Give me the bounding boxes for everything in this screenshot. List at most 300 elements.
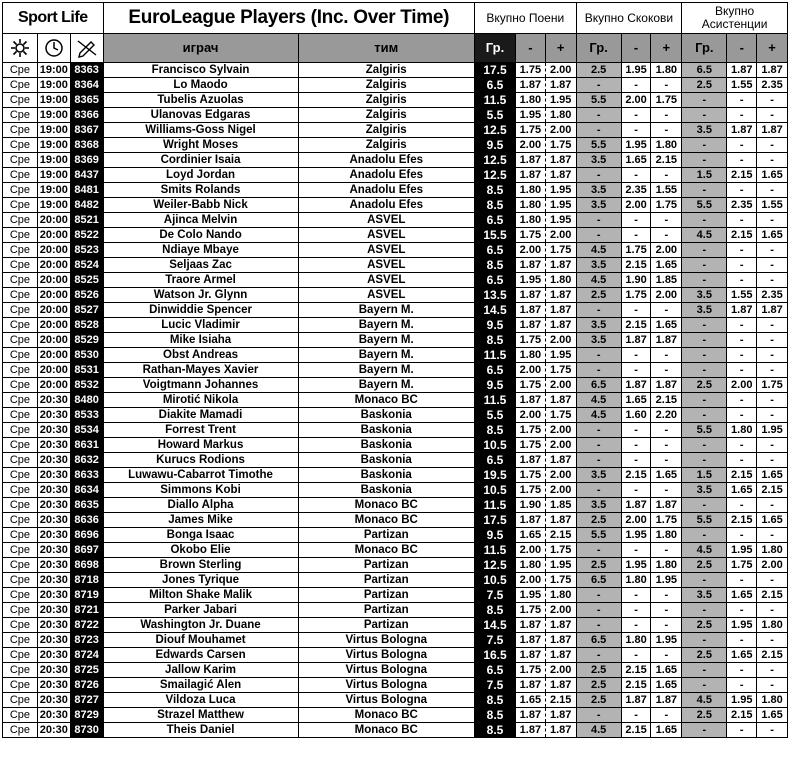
code-cell: 8719 <box>70 588 103 603</box>
points-line-cell: 7.5 <box>474 678 515 693</box>
player-cell: Wright Moses <box>103 138 298 153</box>
day-cell: Сре <box>3 453 38 468</box>
points-plus-cell: 1.87 <box>545 393 576 408</box>
code-cell: 8482 <box>70 198 103 213</box>
points-plus-cell: 1.80 <box>545 108 576 123</box>
day-cell: Сре <box>3 138 38 153</box>
assists-plus-cell: - <box>757 678 788 693</box>
points-minus-cell: 1.75 <box>516 333 546 348</box>
day-cell: Сре <box>3 213 38 228</box>
assists-minus-cell: 2.15 <box>727 168 757 183</box>
points-plus-cell: 1.95 <box>545 558 576 573</box>
points-minus-cell: 1.87 <box>516 648 546 663</box>
assists-plus-cell: 1.87 <box>757 303 788 318</box>
assists-plus-cell: - <box>757 318 788 333</box>
time-cell: 20:00 <box>37 228 70 243</box>
team-cell: Monaco BC <box>298 498 474 513</box>
assists-line-cell: - <box>682 453 727 468</box>
code-cell: 8525 <box>70 273 103 288</box>
day-cell: Сре <box>3 423 38 438</box>
rebounds-minus-cell: 1.75 <box>621 243 651 258</box>
rebounds-line-cell: 2.5 <box>576 693 621 708</box>
time-cell: 20:30 <box>37 603 70 618</box>
time-cell: 20:30 <box>37 528 70 543</box>
points-line-cell: 7.5 <box>474 633 515 648</box>
table-row <box>3 603 788 618</box>
rebounds-plus-cell: 1.87 <box>651 378 682 393</box>
team-cell: Partizan <box>298 588 474 603</box>
points-line-cell: 11.5 <box>474 348 515 363</box>
points-line-cell: 6.5 <box>474 273 515 288</box>
table-row <box>3 288 788 303</box>
points-plus-cell: 2.00 <box>545 438 576 453</box>
day-cell: Сре <box>3 723 38 738</box>
rebounds-plus-header: + <box>651 34 682 63</box>
rebounds-plus-cell: 1.65 <box>651 468 682 483</box>
player-cell: Diouf Mouhamet <box>103 633 298 648</box>
assists-line-cell: 5.5 <box>682 513 727 528</box>
day-cell: Сре <box>3 543 38 558</box>
rebounds-minus-cell: 1.87 <box>621 333 651 348</box>
time-cell: 20:00 <box>37 333 70 348</box>
rebounds-minus-header: - <box>621 34 651 63</box>
time-cell: 20:30 <box>37 543 70 558</box>
player-cell: Forrest Trent <box>103 423 298 438</box>
points-minus-cell: 1.75 <box>516 378 546 393</box>
rebounds-plus-cell: 1.87 <box>651 693 682 708</box>
assists-plus-cell: - <box>757 258 788 273</box>
rebounds-minus-cell: 2.00 <box>621 93 651 108</box>
assists-plus-cell: - <box>757 138 788 153</box>
rebounds-minus-cell: 2.15 <box>621 468 651 483</box>
rebounds-line-cell: 4.5 <box>576 243 621 258</box>
table-row <box>3 108 788 123</box>
team-cell: Baskonia <box>298 468 474 483</box>
code-cell: 8533 <box>70 408 103 423</box>
rebounds-line-cell: 5.5 <box>576 93 621 108</box>
rebounds-line-cell: - <box>576 603 621 618</box>
code-cell: 8522 <box>70 228 103 243</box>
points-line-cell: 12.5 <box>474 168 515 183</box>
assists-minus-cell: 1.55 <box>727 78 757 93</box>
team-cell: Monaco BC <box>298 723 474 738</box>
rebounds-line-cell: - <box>576 213 621 228</box>
rebounds-line-cell: 5.5 <box>576 528 621 543</box>
code-cell: 8721 <box>70 603 103 618</box>
time-cell: 19:00 <box>37 78 70 93</box>
assists-line-cell: 3.5 <box>682 588 727 603</box>
points-plus-cell: 2.00 <box>545 468 576 483</box>
player-cell: Ulanovas Edgaras <box>103 108 298 123</box>
assists-line-cell: 2.5 <box>682 78 727 93</box>
rebounds-minus-cell: - <box>621 168 651 183</box>
table-row <box>3 483 788 498</box>
day-cell: Сре <box>3 93 38 108</box>
rebounds-plus-cell: - <box>651 213 682 228</box>
assists-plus-cell: 1.87 <box>757 63 788 78</box>
assists-minus-cell: 1.87 <box>727 303 757 318</box>
player-cell: Mirotić Nikola <box>103 393 298 408</box>
points-line-cell: 6.5 <box>474 213 515 228</box>
points-plus-cell: 1.95 <box>545 198 576 213</box>
points-plus-cell: 1.95 <box>545 348 576 363</box>
code-cell: 8369 <box>70 153 103 168</box>
assists-line-cell: - <box>682 603 727 618</box>
points-plus-cell: 1.87 <box>545 303 576 318</box>
day-cell: Сре <box>3 408 38 423</box>
code-cell: 8528 <box>70 318 103 333</box>
points-line-cell: 10.5 <box>474 483 515 498</box>
player-cell: Bonga Isaac <box>103 528 298 543</box>
code-cell: 8729 <box>70 708 103 723</box>
player-cell: Howard Markus <box>103 438 298 453</box>
rebounds-line-cell: - <box>576 123 621 138</box>
time-cell: 19:00 <box>37 93 70 108</box>
points-plus-cell: 1.87 <box>545 633 576 648</box>
assists-plus-cell: 1.75 <box>757 378 788 393</box>
points-plus-cell: 2.00 <box>545 663 576 678</box>
rebounds-plus-cell: 1.75 <box>651 513 682 528</box>
team-cell: Zalgiris <box>298 93 474 108</box>
points-plus-cell: 1.75 <box>545 243 576 258</box>
points-plus-cell: 2.00 <box>545 63 576 78</box>
day-cell: Сре <box>3 528 38 543</box>
table-row <box>3 453 788 468</box>
rebounds-line-cell: - <box>576 648 621 663</box>
assists-line-cell: - <box>682 108 727 123</box>
assists-plus-cell: - <box>757 213 788 228</box>
table-row <box>3 693 788 708</box>
table-row <box>3 153 788 168</box>
points-plus-cell: 2.00 <box>545 228 576 243</box>
table-row <box>3 513 788 528</box>
points-plus-cell: 1.75 <box>545 408 576 423</box>
rebounds-minus-cell: - <box>621 228 651 243</box>
day-cell: Сре <box>3 663 38 678</box>
player-cell: Williams-Goss Nigel <box>103 123 298 138</box>
points-line-cell: 5.5 <box>474 108 515 123</box>
table-row <box>3 393 788 408</box>
assists-line-cell: - <box>682 363 727 378</box>
assists-minus-cell: - <box>727 348 757 363</box>
time-cell: 20:00 <box>37 348 70 363</box>
points-line-cell: 5.5 <box>474 408 515 423</box>
rebounds-minus-cell: 1.80 <box>621 633 651 648</box>
time-cell: 20:30 <box>37 453 70 468</box>
assists-plus-cell: 1.80 <box>757 543 788 558</box>
code-cell: 8631 <box>70 438 103 453</box>
day-cell: Сре <box>3 603 38 618</box>
points-minus-cell: 1.87 <box>516 513 546 528</box>
points-plus-cell: 1.87 <box>545 453 576 468</box>
team-cell: Zalgiris <box>298 78 474 93</box>
assists-plus-cell: 1.95 <box>757 423 788 438</box>
time-cell: 20:00 <box>37 288 70 303</box>
rebounds-line-cell: - <box>576 303 621 318</box>
player-cell: Smits Rolands <box>103 183 298 198</box>
day-cell: Сре <box>3 318 38 333</box>
table-row <box>3 168 788 183</box>
code-cell: 8698 <box>70 558 103 573</box>
points-plus-cell: 2.00 <box>545 423 576 438</box>
assists-line-cell: 3.5 <box>682 483 727 498</box>
code-cell: 8527 <box>70 303 103 318</box>
assists-plus-cell: - <box>757 333 788 348</box>
odds-table <box>2 2 788 738</box>
assists-plus-cell: 1.65 <box>757 708 788 723</box>
assists-line-cell: 3.5 <box>682 303 727 318</box>
rebounds-line-cell: - <box>576 363 621 378</box>
table-row <box>3 138 788 153</box>
team-cell: ASVEL <box>298 243 474 258</box>
team-cell: ASVEL <box>298 213 474 228</box>
assists-minus-cell: - <box>727 663 757 678</box>
assists-line-cell: - <box>682 573 727 588</box>
day-cell: Сре <box>3 258 38 273</box>
rebounds-minus-cell: - <box>621 648 651 663</box>
team-cell: Zalgiris <box>298 108 474 123</box>
player-cell: Dinwiddie Spencer <box>103 303 298 318</box>
rebounds-line-cell: - <box>576 348 621 363</box>
rebounds-minus-cell: 2.00 <box>621 198 651 213</box>
code-cell: 8523 <box>70 243 103 258</box>
assists-minus-header: - <box>727 34 757 63</box>
time-cell: 20:30 <box>37 693 70 708</box>
assists-plus-cell: - <box>757 573 788 588</box>
rebounds-minus-cell: - <box>621 603 651 618</box>
points-line-cell: 6.5 <box>474 78 515 93</box>
team-cell: ASVEL <box>298 258 474 273</box>
points-line-cell: 9.5 <box>474 378 515 393</box>
code-cell: 8724 <box>70 648 103 663</box>
rebounds-line-cell: 2.5 <box>576 558 621 573</box>
points-minus-cell: 1.75 <box>516 468 546 483</box>
points-minus-cell: 1.87 <box>516 153 546 168</box>
assists-line-header: Гр. <box>682 34 727 63</box>
assists-minus-cell: - <box>727 678 757 693</box>
day-cell: Сре <box>3 393 38 408</box>
assists-plus-cell: 1.65 <box>757 168 788 183</box>
points-line-cell: 11.5 <box>474 393 515 408</box>
points-minus-cell: 1.87 <box>516 168 546 183</box>
assists-plus-cell: 2.00 <box>757 558 788 573</box>
rebounds-line-cell: 3.5 <box>576 498 621 513</box>
points-plus-cell: 2.00 <box>545 603 576 618</box>
rebounds-plus-cell: 1.80 <box>651 138 682 153</box>
rebounds-line-cell: 4.5 <box>576 408 621 423</box>
day-cell: Сре <box>3 168 38 183</box>
time-cell: 20:30 <box>37 573 70 588</box>
team-cell: Zalgiris <box>298 138 474 153</box>
points-plus-cell: 1.87 <box>545 648 576 663</box>
day-cell: Сре <box>3 153 38 168</box>
points-minus-cell: 1.75 <box>516 123 546 138</box>
assists-minus-cell: 1.95 <box>727 618 757 633</box>
day-cell: Сре <box>3 108 38 123</box>
points-plus-cell: 1.75 <box>545 138 576 153</box>
points-line-cell: 19.5 <box>474 468 515 483</box>
team-cell: Virtus Bologna <box>298 633 474 648</box>
player-cell: Okobo Elie <box>103 543 298 558</box>
points-line-cell: 6.5 <box>474 663 515 678</box>
time-cell: 19:00 <box>37 153 70 168</box>
time-cell: 20:00 <box>37 243 70 258</box>
rebounds-plus-cell: - <box>651 78 682 93</box>
points-line-cell: 7.5 <box>474 588 515 603</box>
rebounds-line-cell: 3.5 <box>576 333 621 348</box>
time-cell: 20:00 <box>37 258 70 273</box>
assists-line-cell: - <box>682 183 727 198</box>
table-row <box>3 648 788 663</box>
points-line-cell: 15.5 <box>474 228 515 243</box>
rebounds-line-cell: 6.5 <box>576 573 621 588</box>
assists-minus-cell: - <box>727 213 757 228</box>
rebounds-plus-cell: - <box>651 603 682 618</box>
points-minus-cell: 1.75 <box>516 438 546 453</box>
time-cell: 19:00 <box>37 183 70 198</box>
assists-minus-cell: - <box>727 528 757 543</box>
assists-line-cell: 5.5 <box>682 423 727 438</box>
time-cell: 20:30 <box>37 558 70 573</box>
assists-minus-cell: 2.35 <box>727 198 757 213</box>
player-cell: Parker Jabari <box>103 603 298 618</box>
rebounds-minus-cell: 2.15 <box>621 318 651 333</box>
rebounds-line-cell: - <box>576 438 621 453</box>
player-cell: Kurucs Rodions <box>103 453 298 468</box>
assists-plus-cell: - <box>757 603 788 618</box>
rebounds-minus-cell: - <box>621 303 651 318</box>
assists-line-cell: - <box>682 213 727 228</box>
assists-minus-cell: - <box>727 243 757 258</box>
time-cell: 20:30 <box>37 438 70 453</box>
table-row <box>3 183 788 198</box>
points-minus-cell: 1.87 <box>516 678 546 693</box>
points-plus-cell: 2.00 <box>545 378 576 393</box>
team-cell: Baskonia <box>298 408 474 423</box>
points-line-cell: 8.5 <box>474 723 515 738</box>
table-row <box>3 618 788 633</box>
time-cell: 19:00 <box>37 63 70 78</box>
rebounds-line-cell: 2.5 <box>576 678 621 693</box>
assists-minus-cell: 2.15 <box>727 708 757 723</box>
assists-line-cell: 1.5 <box>682 468 727 483</box>
table-row <box>3 633 788 648</box>
points-line-cell: 14.5 <box>474 303 515 318</box>
rebounds-plus-cell: - <box>651 423 682 438</box>
rebounds-plus-cell: 1.75 <box>651 198 682 213</box>
assists-line-cell: - <box>682 153 727 168</box>
player-cell: Lo Maodo <box>103 78 298 93</box>
code-cell: 8531 <box>70 363 103 378</box>
day-cell: Сре <box>3 438 38 453</box>
brand-logo: Sport Life <box>3 3 104 34</box>
table-row <box>3 123 788 138</box>
player-cell: James Mike <box>103 513 298 528</box>
player-cell: Tubelis Azuolas <box>103 93 298 108</box>
rebounds-plus-cell: 2.00 <box>651 288 682 303</box>
points-minus-cell: 1.95 <box>516 588 546 603</box>
rebounds-line-cell: 5.5 <box>576 138 621 153</box>
assists-minus-cell: 2.15 <box>727 513 757 528</box>
rebounds-minus-cell: 1.75 <box>621 288 651 303</box>
assists-plus-cell: 2.15 <box>757 588 788 603</box>
rebounds-minus-cell: 1.87 <box>621 693 651 708</box>
time-cell: 19:00 <box>37 108 70 123</box>
assists-minus-cell: - <box>727 138 757 153</box>
points-minus-cell: 1.87 <box>516 78 546 93</box>
rebounds-minus-cell: 1.87 <box>621 378 651 393</box>
group-rebounds-header: Вкупно Скокови <box>576 3 682 34</box>
assists-plus-cell: - <box>757 528 788 543</box>
rebounds-plus-cell: - <box>651 648 682 663</box>
points-plus-cell: 1.87 <box>545 708 576 723</box>
team-cell: ASVEL <box>298 228 474 243</box>
assists-minus-cell: 1.55 <box>727 288 757 303</box>
player-cell: Watson Jr. Glynn <box>103 288 298 303</box>
points-line-cell: 17.5 <box>474 63 515 78</box>
assists-line-cell: - <box>682 723 727 738</box>
time-cell: 20:30 <box>37 648 70 663</box>
team-cell: ASVEL <box>298 288 474 303</box>
points-plus-cell: 1.95 <box>545 213 576 228</box>
rebounds-plus-cell: 2.20 <box>651 408 682 423</box>
rebounds-line-cell: 6.5 <box>576 378 621 393</box>
assists-minus-cell: - <box>727 438 757 453</box>
points-minus-header: - <box>516 34 546 63</box>
rebounds-plus-cell: - <box>651 123 682 138</box>
points-plus-cell: 1.87 <box>545 723 576 738</box>
day-cell: Сре <box>3 513 38 528</box>
team-cell: Monaco BC <box>298 543 474 558</box>
team-cell: ASVEL <box>298 273 474 288</box>
assists-minus-cell: - <box>727 363 757 378</box>
assists-minus-cell: 1.87 <box>727 63 757 78</box>
points-minus-cell: 1.87 <box>516 288 546 303</box>
points-line-cell: 8.5 <box>474 423 515 438</box>
day-cell: Сре <box>3 183 38 198</box>
code-cell: 8635 <box>70 498 103 513</box>
assists-plus-cell: 2.35 <box>757 78 788 93</box>
points-minus-cell: 1.65 <box>516 693 546 708</box>
assists-minus-cell: 1.87 <box>727 123 757 138</box>
clock-icon <box>37 34 70 63</box>
team-cell: Zalgiris <box>298 63 474 78</box>
points-minus-cell: 1.80 <box>516 183 546 198</box>
rebounds-minus-cell: 2.15 <box>621 663 651 678</box>
team-column-header: тим <box>298 34 474 63</box>
team-cell: Partizan <box>298 558 474 573</box>
assists-line-cell: - <box>682 498 727 513</box>
rebounds-minus-cell: 1.95 <box>621 528 651 543</box>
rebounds-minus-cell: 1.95 <box>621 63 651 78</box>
time-cell: 20:30 <box>37 423 70 438</box>
rebounds-minus-cell: 1.80 <box>621 573 651 588</box>
rebounds-minus-cell: - <box>621 438 651 453</box>
rebounds-minus-cell: - <box>621 348 651 363</box>
gear-icon <box>3 34 38 63</box>
assists-plus-cell: - <box>757 348 788 363</box>
assists-minus-cell: 1.65 <box>727 483 757 498</box>
rebounds-minus-cell: 1.65 <box>621 153 651 168</box>
rebounds-plus-cell: 1.75 <box>651 93 682 108</box>
rebounds-minus-cell: - <box>621 423 651 438</box>
team-cell: Monaco BC <box>298 393 474 408</box>
points-minus-cell: 1.87 <box>516 633 546 648</box>
assists-line-cell: - <box>682 243 727 258</box>
points-plus-cell: 2.15 <box>545 693 576 708</box>
rebounds-line-cell: 6.5 <box>576 633 621 648</box>
day-cell: Сре <box>3 243 38 258</box>
